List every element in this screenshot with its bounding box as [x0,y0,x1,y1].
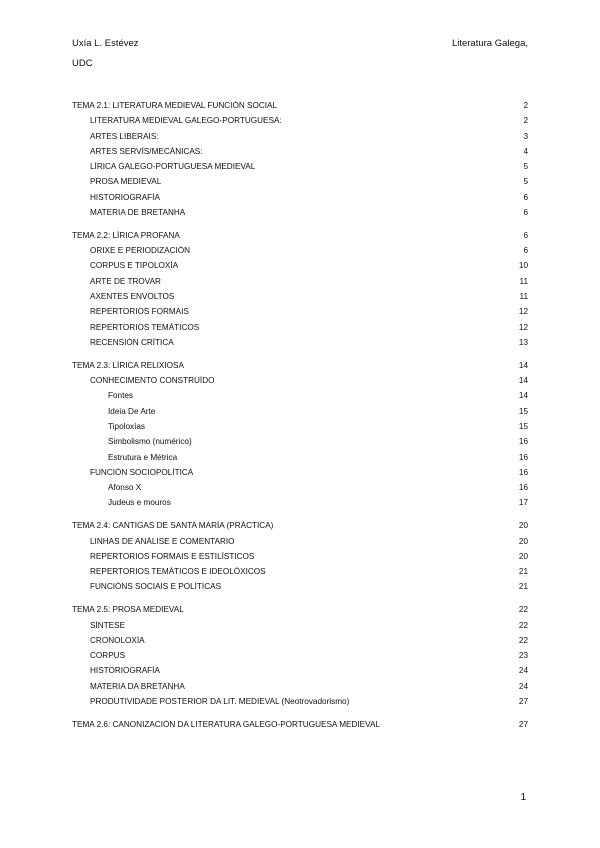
table-of-contents [72,101,528,735]
toc-entry-title: Ideia De Arte [108,406,156,416]
toc-entry[interactable] [72,437,528,452]
toc-entry-title: Tipoloxías [108,421,146,431]
toc-entry[interactable] [72,277,528,292]
toc-entry-title: CRONOLOXÍA [90,635,145,645]
toc-entry-title: ARTES LIBERAIS: [90,131,159,141]
toc-section-entry[interactable] [72,521,528,536]
toc-entry-page: 4 [523,146,528,156]
toc-entry-title: Afonso X [108,483,142,493]
toc-entry[interactable] [72,292,528,307]
toc-entry-page: 12 [518,322,528,332]
toc-entry-page: 20 [518,521,528,531]
toc-entry[interactable] [72,391,528,406]
toc-entry-page: 27 [518,696,528,706]
toc-entry-page: 20 [518,536,528,546]
section-spacer [72,223,528,231]
toc-entry-page: 11 [519,276,528,286]
toc-entry-title: REPERTORIOS FORMAIS E ESTILÍSTICOS [90,551,255,561]
toc-entry-title: TEMA 2.4: CANTIGAS DE SANTA MARÍA (PRÁCTICA) [72,521,274,531]
toc-entry[interactable] [72,147,528,162]
toc-entry[interactable] [72,376,528,391]
toc-entry-page: 2 [523,101,528,110]
toc-entry[interactable] [72,468,528,483]
toc-entry-page: 6 [523,230,528,240]
toc-entry-page: 24 [518,681,528,691]
toc-entry-title: CONHECIMENTO CONSTRUÍDO [90,376,215,386]
toc-entry-title: MATERIA DA BRETANHA [90,681,185,691]
toc-entry-title: TEMA 2.5: PROSA MEDIEVAL [72,605,184,615]
toc-entry-title: RECENSIÓN CRÍTICA [90,337,174,347]
toc-entry[interactable] [72,116,528,131]
toc-entry-page: 23 [518,651,528,661]
toc-entry[interactable] [72,208,528,223]
toc-entry-title: LINHAS DE ANÁLISE E COMENTARIO [90,536,235,546]
section-spacer [72,514,528,522]
toc-entry[interactable] [72,323,528,338]
toc-entry[interactable] [72,246,528,261]
toc-entry-title: HISTORIOGRAFÍA [90,192,160,202]
toc-entry-page: 13 [518,337,528,347]
toc-entry[interactable] [72,453,528,468]
toc-entry[interactable] [72,307,528,322]
toc-entry-title: FUNCIÓNS SOCIAIS E POLÍTICAS [90,582,222,592]
toc-entry-title: ARTES SERVÍS/MECÁNICAS: [90,146,203,156]
toc-entry-page: 17 [518,498,528,508]
toc-entry[interactable] [72,567,528,582]
toc-entry-title: TEMA 2.3: LÍRICA RELIXIOSA [72,360,184,370]
toc-entry-page: 15 [518,406,528,416]
toc-entry[interactable] [72,682,528,697]
toc-entry-title: HISTORIOGRAFÍA [90,666,160,676]
toc-entry-title: REPERTORIOS TEMÁTICOS E IDEOLÓXICOS [90,567,266,577]
toc-entry[interactable] [72,537,528,552]
toc-entry-page: 14 [518,376,528,386]
toc-entry-page: 12 [518,307,528,317]
toc-entry-page: 5 [523,162,528,172]
toc-entry-page: 15 [518,421,528,431]
toc-entry[interactable] [72,636,528,651]
toc-entry-page: 21 [518,582,528,592]
toc-entry-title: ARTE DE TROVAR [90,276,161,286]
toc-entry-page: 22 [518,605,528,615]
toc-entry-page: 10 [518,261,528,271]
toc-entry[interactable] [72,407,528,422]
toc-entry-page: 16 [518,467,528,477]
toc-entry-page: 14 [518,391,528,401]
toc-entry[interactable] [72,666,528,681]
header-author: Uxía L. Estévez [72,38,139,49]
toc-entry-title: MATERIA DE BRETANHA [90,208,186,218]
header-course: Literatura Galega, [451,38,528,49]
toc-entry-title: LÍRICA GALEGO-PORTUGUESA MEDIEVAL [90,162,256,172]
toc-entry-page: 24 [518,666,528,676]
toc-entry-title: SÍNTESE [90,620,126,630]
toc-entry[interactable] [72,193,528,208]
toc-section-entry[interactable] [72,720,528,735]
toc-entry-title: FUNCIÓN SOCIOPOLÍTICA [90,467,194,477]
toc-entry-page: 27 [518,719,528,729]
toc-entry-page: 6 [523,208,528,218]
toc-section-entry[interactable] [72,231,528,246]
toc-entry-title: Simbolismo (numérico) [108,437,192,447]
toc-entry-title: CORPUS [90,651,126,661]
toc-entry-title: PRODUTIVIDADE POSTERIOR DA LIT. MEDIEVAL (Neotrovadorismo) [90,696,350,706]
header-institution: UDC [72,58,93,69]
toc-entry-page: 3 [523,131,528,141]
toc-entry-page: 5 [523,177,528,187]
toc-entry[interactable] [72,261,528,276]
toc-entry-title: TEMA 2.6: CANONIZACIÓN DA LITERATURA GALEGO-PORTUGUESA MEDIEVAL [72,719,381,729]
toc-entry-title: TEMA 2.1: LITERATURA MEDIEVAL FUNCIÓN SOCIAL [72,101,278,110]
toc-section-entry[interactable] [72,605,528,620]
section-spacer [72,712,528,720]
toc-entry-page: 11 [519,292,528,302]
toc-entry[interactable] [72,621,528,636]
toc-entry[interactable] [72,338,528,353]
toc-entry-page: 2 [523,116,528,126]
toc-entry-title: ORIXE E PERIODIZACIÓN [90,246,191,256]
toc-entry-title: LITERATURA MEDIEVAL GALEGO-PORTUGUESA: [90,116,282,126]
toc-entry[interactable] [72,498,528,513]
page-number: 1 [520,792,526,803]
toc-entry-title: CORPUS E TIPOLOXÍA [90,261,179,271]
toc-entry[interactable] [72,651,528,666]
toc-entry-title: Judeus e mouros [108,498,171,508]
toc-entry[interactable] [72,483,528,498]
toc-entry-page: 21 [518,567,528,577]
toc-entry-title: TEMA 2.2: LÍRICA PROFANA [72,230,180,240]
toc-entry-title: PROSA MEDIEVAL [90,177,162,187]
toc-entry-page: 16 [518,483,528,493]
toc-entry[interactable] [72,582,528,597]
toc-section-entry[interactable] [72,101,528,116]
toc-entry-page: 6 [523,246,528,256]
toc-entry-page: 16 [518,452,528,462]
toc-entry[interactable] [72,422,528,437]
toc-entry[interactable] [72,697,528,712]
toc-entry-page: 22 [518,635,528,645]
toc-entry-page: 16 [518,437,528,447]
toc-entry-title: AXENTES ENVOLTOS [90,292,175,302]
toc-section-entry[interactable] [72,361,528,376]
toc-entry-title: REPERTORIOS FORMAIS [90,307,189,317]
toc-entry-page: 22 [518,620,528,630]
toc-entry-title: Fontes [108,391,134,401]
section-spacer [72,598,528,606]
toc-entry[interactable] [72,132,528,147]
toc-entry-title: Estrutura e Métrica [108,452,178,462]
toc-entry-page: 20 [518,551,528,561]
toc-entry-title: REPERTORIOS TEMÁTICOS [90,322,200,332]
toc-entry[interactable] [72,552,528,567]
toc-entry-page: 6 [523,192,528,202]
section-spacer [72,353,528,361]
toc-entry[interactable] [72,162,528,177]
toc-entry-page: 14 [518,360,528,370]
toc-entry[interactable] [72,177,528,192]
